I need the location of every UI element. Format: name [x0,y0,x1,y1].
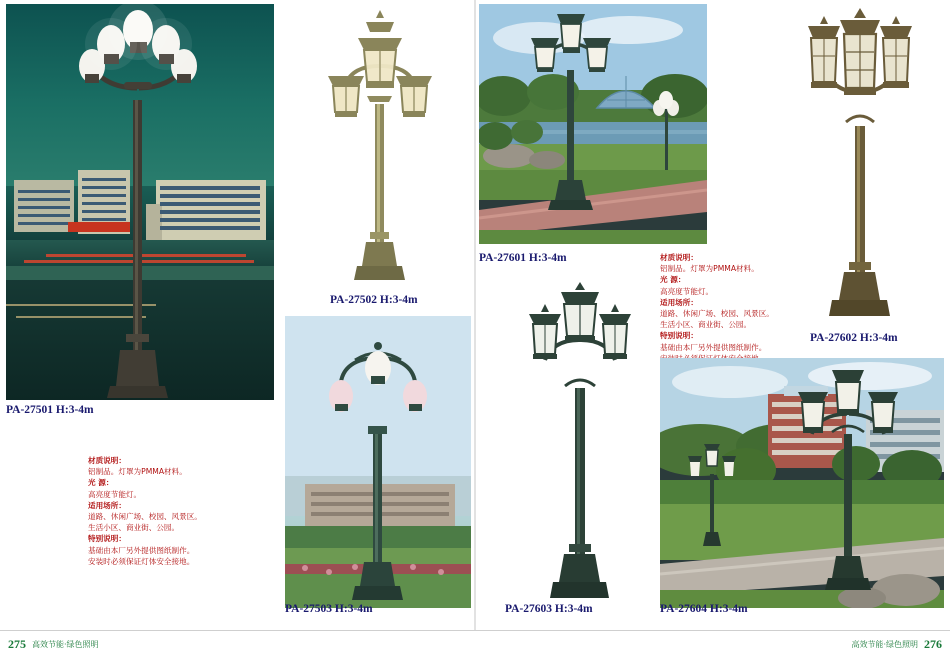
page-number-left: 275 [8,637,26,651]
product-photo-pa-27503 [285,316,471,608]
lamp-illustration-pa-27602 [780,4,940,324]
spec-left-special-title: 特别说明： [88,534,126,544]
product-photo-pa-27501 [6,4,274,400]
scene-illustration-pa-27601 [479,4,707,244]
spec-right-material-1: 铝制品。灯罩为PMMA材料。 [660,264,759,274]
scene-illustration-pa-27604 [660,358,944,608]
spec-left-material-1: 铝制品。灯罩为PMMA材料。 [88,467,187,477]
caption-pa-27604: PA-27604 H:3-4m [660,603,748,615]
caption-pa-27502: PA-27502 H:3-4m [330,294,418,306]
product-photo-pa-27602 [780,4,940,324]
spec-left-special-1: 基础由本厂另外提供图纸制作。 [88,545,195,555]
page-gutter [474,0,476,630]
product-photo-pa-27604 [660,358,944,608]
spec-left-special-2: 安装时必须保证灯体安全接地。 [88,556,195,566]
spec-right-source-1: 高亮度节能灯。 [660,286,714,296]
lamp-illustration-pa-27501 [6,4,274,400]
product-photo-pa-27502 [300,4,460,292]
spec-left-usage-2: 生活小区、商业街、公园。 [88,523,180,533]
footer-note-left: 高效节能·绿色照明 [32,640,99,649]
spec-right-special-1: 基础由本厂另外提供图纸制作。 [660,342,767,352]
lamp-illustration-pa-27603 [505,278,655,608]
spec-left-source-1: 高亮度节能灯。 [88,489,142,499]
spec-left-usage-title: 适用场所： [88,500,126,510]
footer-bar [0,630,950,656]
caption-pa-27501: PA-27501 H:3-4m [6,404,94,416]
footer-note-right: 高效节能·绿色照明 [851,640,918,649]
spec-right-material-title: 材质说明： [660,253,698,262]
spec-right-special-title: 特别说明： [660,331,698,341]
spec-right-source-title: 光 源： [660,275,686,285]
spec-left-material-title: 材质说明： [88,456,126,465]
lamp-illustration-pa-27503 [285,316,471,608]
caption-pa-27603: PA-27603 H:3-4m [505,603,593,615]
caption-pa-27602: PA-27602 H:3-4m [810,332,898,344]
spec-left-source-title: 光 源： [88,478,114,488]
spec-right-usage-1: 道路、休闲广场、校园、风景区。 [660,309,774,319]
spec-right-usage-2: 生活小区、商业街、公园。 [660,320,752,330]
spec-block-right [660,252,780,364]
spec-left-usage-1: 道路、休闲广场、校园、风景区。 [88,512,202,522]
spec-right-usage-title: 适用场所： [660,297,698,307]
caption-pa-27503: PA-27503 H:3-4m [285,603,373,615]
lamp-illustration-pa-27502 [300,4,460,292]
spec-block-left [88,455,208,567]
page-number-right: 276 [924,637,942,651]
product-photo-pa-27603 [505,278,655,608]
caption-pa-27601: PA-27601 H:3-4m [479,252,567,264]
product-photo-pa-27601 [479,4,707,244]
